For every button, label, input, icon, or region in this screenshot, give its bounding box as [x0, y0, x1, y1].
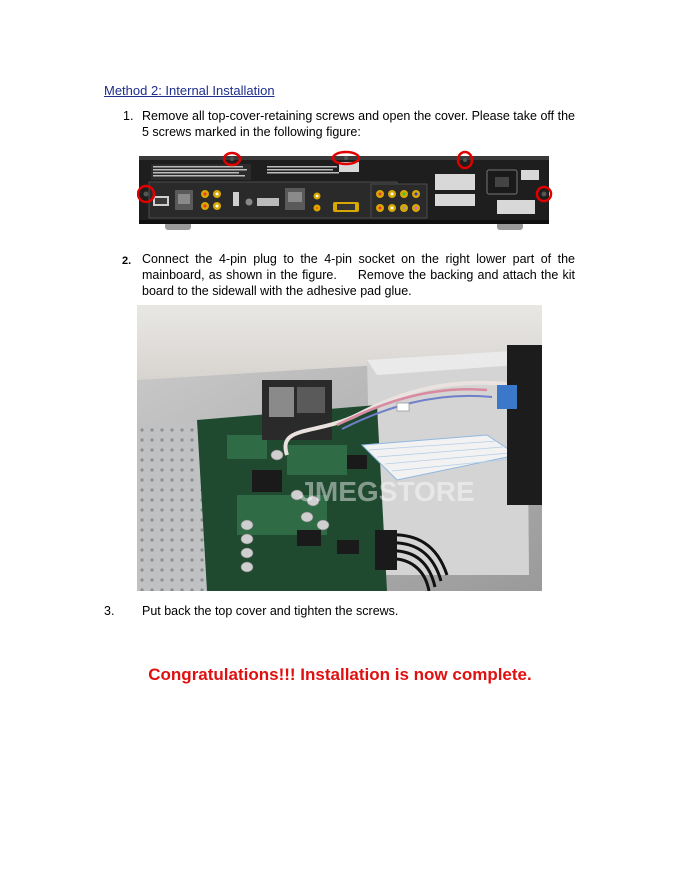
four-pin-plug — [397, 403, 409, 411]
step-number: 1. — [123, 109, 134, 123]
completion-message: Congratulations!!! Installation is now complete. — [148, 665, 532, 684]
disc-drive — [507, 345, 542, 505]
step-text: Connect the 4-pin plug to the 4-pin socket on the right lower part of the mainboard, as shown in the figure. Remove the backing and attach the kit board to the sidewall with the adhesive pad glue. — [142, 252, 575, 298]
rear-panel-image — [137, 150, 553, 234]
step-1 — [123, 108, 575, 142]
section-heading[interactable]: Method 2: Internal Installation — [104, 83, 275, 98]
step-2 — [122, 251, 575, 303]
mainboard-photo — [137, 305, 542, 591]
step-text: Put back the top cover and tighten the screws. — [142, 604, 399, 618]
step-text: Remove all top-cover-retaining screws and open the cover. Please take off the 5 screws marked in the following figure: — [142, 109, 575, 139]
step-3 — [104, 603, 575, 621]
step-number: 3. — [104, 604, 115, 618]
photo-watermark: JMEGSTORE — [299, 476, 475, 507]
step-number: 2. — [122, 255, 132, 267]
